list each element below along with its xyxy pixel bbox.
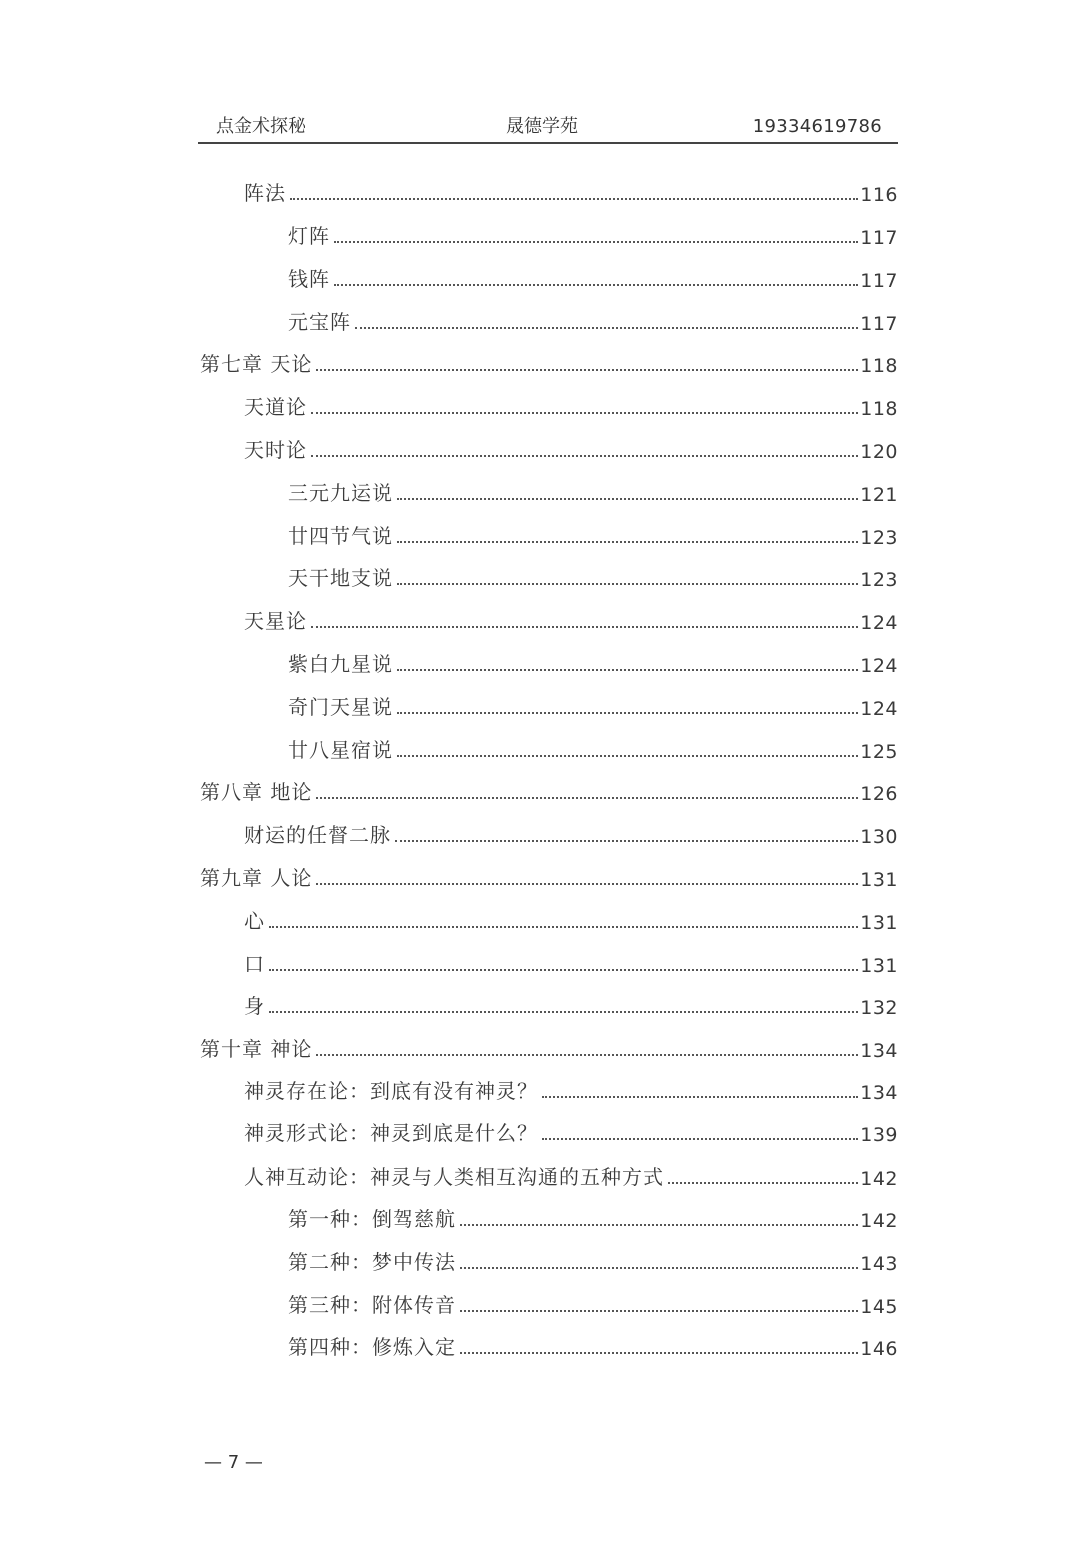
- dot-leader: [316, 1054, 858, 1056]
- toc-entry-title: 心: [244, 909, 265, 933]
- toc-entry[interactable]: [288, 1245, 898, 1275]
- toc-entry-page: 118: [860, 355, 898, 377]
- toc-entry[interactable]: [200, 861, 898, 891]
- toc-entry[interactable]: [244, 904, 898, 934]
- toc-entry[interactable]: [244, 1074, 898, 1104]
- dot-leader: [460, 1267, 858, 1269]
- toc-entry-title: 神灵形式论：神灵到底是什么？: [244, 1121, 538, 1145]
- toc-entry-page: 146: [860, 1338, 898, 1360]
- toc-entry[interactable]: [288, 690, 898, 720]
- toc-entry[interactable]: [288, 262, 898, 292]
- toc-entry-title: 第七章 天论: [200, 352, 313, 376]
- toc-entry[interactable]: [288, 519, 898, 549]
- dot-leader: [334, 241, 858, 243]
- dot-leader: [542, 1096, 858, 1098]
- dot-leader: [397, 712, 858, 714]
- toc-entry[interactable]: [244, 390, 898, 420]
- toc-entry[interactable]: [244, 989, 898, 1019]
- dot-leader: [269, 926, 858, 928]
- toc-entry-page: 117: [860, 227, 898, 249]
- header-publisher: 晟德学苑: [506, 116, 578, 137]
- toc-entry-page: 131: [860, 955, 898, 977]
- toc-entry-title: 元宝阵: [288, 310, 351, 334]
- toc-entry[interactable]: [288, 1202, 898, 1232]
- toc-entry-page: 132: [860, 997, 898, 1019]
- toc-entry[interactable]: [244, 818, 898, 848]
- dot-leader: [397, 583, 858, 585]
- toc-entry[interactable]: [288, 647, 898, 677]
- toc-entry-title: 三元九运说: [288, 481, 393, 505]
- toc-entry-title: 第四种：修炼入定: [288, 1335, 456, 1359]
- dot-leader: [397, 498, 858, 500]
- toc-entry-title: 第八章 地论: [200, 780, 313, 804]
- page-number: — 7 —: [204, 1452, 263, 1473]
- toc-entry[interactable]: [288, 1288, 898, 1318]
- toc-entry-title: 财运的任督二脉: [244, 823, 391, 847]
- toc-entry-title: 天道论: [244, 395, 307, 419]
- toc-entry-title: 天星论: [244, 609, 307, 633]
- toc-entry-page: 143: [860, 1253, 898, 1275]
- toc-entry-page: 142: [860, 1168, 898, 1190]
- toc-entry-page: 124: [860, 655, 898, 677]
- toc-entry-title: 廿四节气说: [288, 524, 393, 548]
- toc-entry-page: 134: [860, 1082, 898, 1104]
- dot-leader: [460, 1310, 858, 1312]
- toc-entry-page: 117: [860, 313, 898, 335]
- toc-entry-page: 126: [860, 783, 898, 805]
- toc-entry-page: 123: [860, 569, 898, 591]
- toc-entry-page: 131: [860, 912, 898, 934]
- toc-entry[interactable]: [288, 305, 898, 335]
- toc-entry-title: 身: [244, 994, 265, 1018]
- toc-entry-title: 天时论: [244, 438, 307, 462]
- toc-entry-page: 145: [860, 1296, 898, 1318]
- toc-entry[interactable]: [244, 604, 898, 634]
- dot-leader: [542, 1138, 858, 1140]
- toc-entry-title: 廿八星宿说: [288, 738, 393, 762]
- toc-entry[interactable]: [200, 775, 898, 805]
- dot-leader: [290, 198, 858, 200]
- toc-entry[interactable]: [288, 733, 898, 763]
- toc-entry[interactable]: [244, 1116, 898, 1146]
- dot-leader: [397, 755, 858, 757]
- toc-entry-page: 139: [860, 1124, 898, 1146]
- dot-leader: [397, 541, 858, 543]
- toc-entry[interactable]: [288, 1330, 898, 1360]
- toc-entry[interactable]: [200, 347, 898, 377]
- toc-entry-title: 第九章 人论: [200, 866, 313, 890]
- toc-entry[interactable]: [244, 433, 898, 463]
- page-header: [198, 114, 898, 144]
- toc-entry-title: 紫白九星说: [288, 652, 393, 676]
- toc-entry-title: 人神互动论：神灵与人类相互沟通的五种方式: [244, 1165, 664, 1189]
- toc-entry-title: 第十章 神论: [200, 1037, 313, 1061]
- toc-entry-title: 神灵存在论：到底有没有神灵？: [244, 1079, 538, 1103]
- dot-leader: [311, 412, 858, 414]
- toc-entry-page: 142: [860, 1210, 898, 1232]
- header-phone: 19334619786: [752, 116, 882, 137]
- toc-entry-title: 奇门天星说: [288, 695, 393, 719]
- toc-entry[interactable]: [244, 947, 898, 977]
- toc-entry-page: 116: [860, 184, 898, 206]
- dot-leader: [311, 455, 858, 457]
- toc-entry-title: 第一种：倒驾慈航: [288, 1207, 456, 1231]
- toc-entry-page: 124: [860, 698, 898, 720]
- toc-entry-title: 天干地支说: [288, 566, 393, 590]
- toc-entry-page: 117: [860, 270, 898, 292]
- toc-entry[interactable]: [244, 176, 898, 206]
- toc-entry-page: 121: [860, 484, 898, 506]
- dot-leader: [334, 284, 858, 286]
- toc-entry-page: 118: [860, 398, 898, 420]
- dot-leader: [460, 1352, 858, 1354]
- toc-entry[interactable]: [288, 561, 898, 591]
- dot-leader: [269, 1011, 858, 1013]
- toc-entry-page: 134: [860, 1040, 898, 1062]
- toc-entry[interactable]: [288, 219, 898, 249]
- toc-entry[interactable]: [288, 476, 898, 506]
- dot-leader: [316, 797, 858, 799]
- dot-leader: [668, 1182, 858, 1184]
- dot-leader: [460, 1224, 858, 1226]
- toc-entry-page: 120: [860, 441, 898, 463]
- dot-leader: [395, 840, 858, 842]
- toc-entry[interactable]: [200, 1032, 898, 1062]
- dot-leader: [316, 883, 858, 885]
- toc-entry-page: 130: [860, 826, 898, 848]
- dot-leader: [311, 626, 858, 628]
- toc-entry-title: 阵法: [244, 181, 286, 205]
- toc-entry-page: 125: [860, 741, 898, 763]
- toc-entry-title: 灯阵: [288, 224, 330, 248]
- toc-entry-title: 第二种：梦中传法: [288, 1250, 456, 1274]
- toc-entry-title: 口: [244, 952, 265, 976]
- toc-entry-title: 第三种：附体传音: [288, 1293, 456, 1317]
- dot-leader: [397, 669, 858, 671]
- toc-entry-page: 123: [860, 527, 898, 549]
- toc-entry[interactable]: [244, 1160, 898, 1190]
- toc-entry-title: 钱阵: [288, 267, 330, 291]
- dot-leader: [316, 369, 858, 371]
- dot-leader: [355, 327, 858, 329]
- dot-leader: [269, 969, 858, 971]
- toc-entry-page: 131: [860, 869, 898, 891]
- header-book-title: 点金术探秘: [216, 116, 306, 137]
- toc-entry-page: 124: [860, 612, 898, 634]
